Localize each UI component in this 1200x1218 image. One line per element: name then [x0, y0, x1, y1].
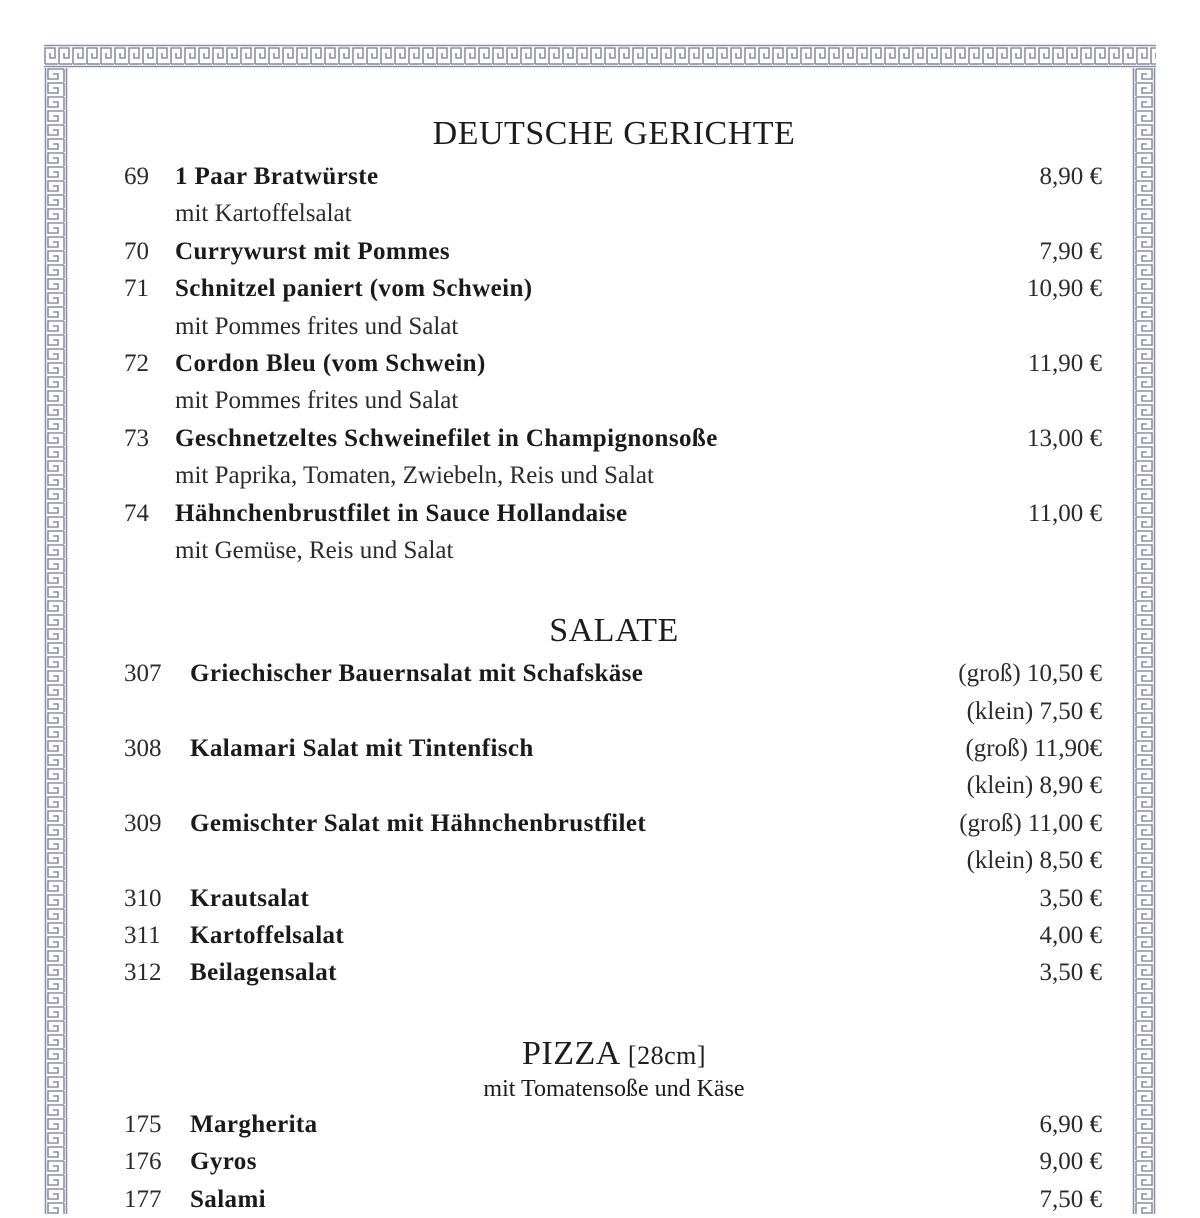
- item-price-small: (klein) 8,90 €: [966, 772, 1102, 800]
- item-number: 71: [124, 275, 149, 303]
- item-description: mit Gemüse, Reis und Salat: [175, 536, 454, 564]
- item-price: 4,00 €: [1039, 922, 1102, 950]
- item-name: Hähnchenbrustfilet in Sauce Hollandaise: [175, 499, 628, 527]
- item-price-row: [124, 767, 1104, 804]
- item-name: Griechischer Bauernsalat mit Schafskäse: [190, 660, 644, 688]
- item-price: 3,50 €: [1039, 959, 1102, 987]
- menu-item: [124, 420, 1104, 457]
- section-title-salate: SALATE: [549, 612, 679, 650]
- item-price: 6,90 €: [1039, 1110, 1102, 1138]
- item-description-row: [124, 308, 1104, 345]
- menu-item: [124, 730, 1104, 767]
- item-price-small: (klein) 7,50 €: [966, 697, 1102, 725]
- greek-key-border-left: [44, 68, 68, 1214]
- item-number: 311: [124, 922, 161, 950]
- item-price: 9,00 €: [1039, 1148, 1102, 1176]
- menu-item: [124, 954, 1104, 991]
- item-name: Cordon Bleu (vom Schwein): [175, 349, 486, 377]
- item-price-row: [124, 693, 1104, 730]
- item-number: 74: [124, 499, 149, 527]
- section-subtitle-pizza: mit Tomatensoße und Käse: [483, 1075, 745, 1102]
- item-number: 175: [124, 1110, 162, 1138]
- item-price-large: (groß) 10,50 €: [958, 660, 1102, 688]
- item-description-row: [124, 382, 1104, 419]
- item-number: 308: [124, 735, 162, 763]
- menu-item: [124, 270, 1104, 307]
- menu-item: [124, 917, 1104, 954]
- item-description-row: [124, 195, 1104, 232]
- item-name: Geschnetzeltes Schweinefilet in Champignonsoße: [175, 424, 718, 452]
- menu-item: [124, 805, 1104, 842]
- section-title-pizza: [124, 1030, 1104, 1078]
- item-price-large: (groß) 11,90€: [965, 735, 1102, 763]
- item-description: mit Paprika, Tomaten, Zwiebeln, Reis und Salat: [175, 462, 654, 490]
- item-number: 72: [124, 349, 149, 377]
- greek-key-border-top: [44, 44, 1156, 68]
- item-price-small: (klein) 8,50 €: [966, 847, 1102, 875]
- item-name: Kartoffelsalat: [190, 922, 345, 950]
- item-number: 73: [124, 424, 149, 452]
- item-name: Schnitzel paniert (vom Schwein): [175, 275, 533, 303]
- menu-item: [124, 1181, 1104, 1218]
- item-number: 70: [124, 237, 149, 265]
- item-name: Gyros: [190, 1148, 257, 1176]
- item-price: 10,90 €: [1027, 275, 1102, 303]
- item-name: Salami: [190, 1185, 267, 1213]
- item-number: 310: [124, 884, 162, 912]
- item-price: 3,50 €: [1039, 884, 1102, 912]
- item-price: 7,90 €: [1039, 237, 1102, 265]
- section-title-deutsche-gerichte: DEUTSCHE GERICHTE: [432, 115, 796, 152]
- item-number: 69: [124, 163, 149, 190]
- pizza-title: PIZZA: [521, 1034, 619, 1072]
- item-number: 176: [124, 1148, 162, 1176]
- item-name: 1 Paar Bratwürste: [175, 163, 379, 190]
- item-name: Currywurst mit Pommes: [175, 237, 451, 265]
- item-description: mit Pommes frites und Salat: [175, 387, 459, 415]
- item-name: Margherita: [190, 1110, 318, 1138]
- item-price-large: (groß) 11,00 €: [959, 809, 1102, 837]
- item-description: mit Kartoffelsalat: [175, 200, 352, 228]
- item-description-row: [124, 532, 1104, 569]
- menu-item: [124, 233, 1104, 270]
- item-number: 177: [124, 1185, 162, 1213]
- menu-item: [124, 880, 1104, 917]
- item-name: Krautsalat: [190, 884, 310, 912]
- item-description: mit Pommes frites und Salat: [175, 312, 459, 340]
- menu-content: [124, 110, 1104, 1218]
- item-number: 309: [124, 809, 162, 837]
- menu-item: [124, 1106, 1104, 1143]
- greek-key-border-right: [1132, 68, 1156, 1214]
- menu-item: [124, 655, 1104, 692]
- menu-item: [124, 495, 1104, 532]
- item-price: 11,00 €: [1027, 499, 1102, 527]
- item-price: 7,50 €: [1039, 1185, 1102, 1213]
- item-price: 8,90 €: [1039, 163, 1102, 190]
- item-name: Kalamari Salat mit Tintenfisch: [190, 735, 534, 763]
- item-number: 307: [124, 660, 162, 688]
- item-price: 13,00 €: [1027, 424, 1102, 452]
- item-price-row: [124, 842, 1104, 879]
- menu-item: [124, 1143, 1104, 1180]
- item-number: 312: [124, 959, 162, 987]
- item-name: Gemischter Salat mit Hähnchenbrustfilet: [190, 809, 647, 837]
- menu-item: [124, 345, 1104, 382]
- item-price: 11,90 €: [1027, 349, 1102, 377]
- menu-item: [124, 158, 1104, 195]
- item-name: Beilagensalat: [190, 959, 337, 987]
- pizza-size: [28cm]: [627, 1040, 707, 1070]
- item-description-row: [124, 457, 1104, 494]
